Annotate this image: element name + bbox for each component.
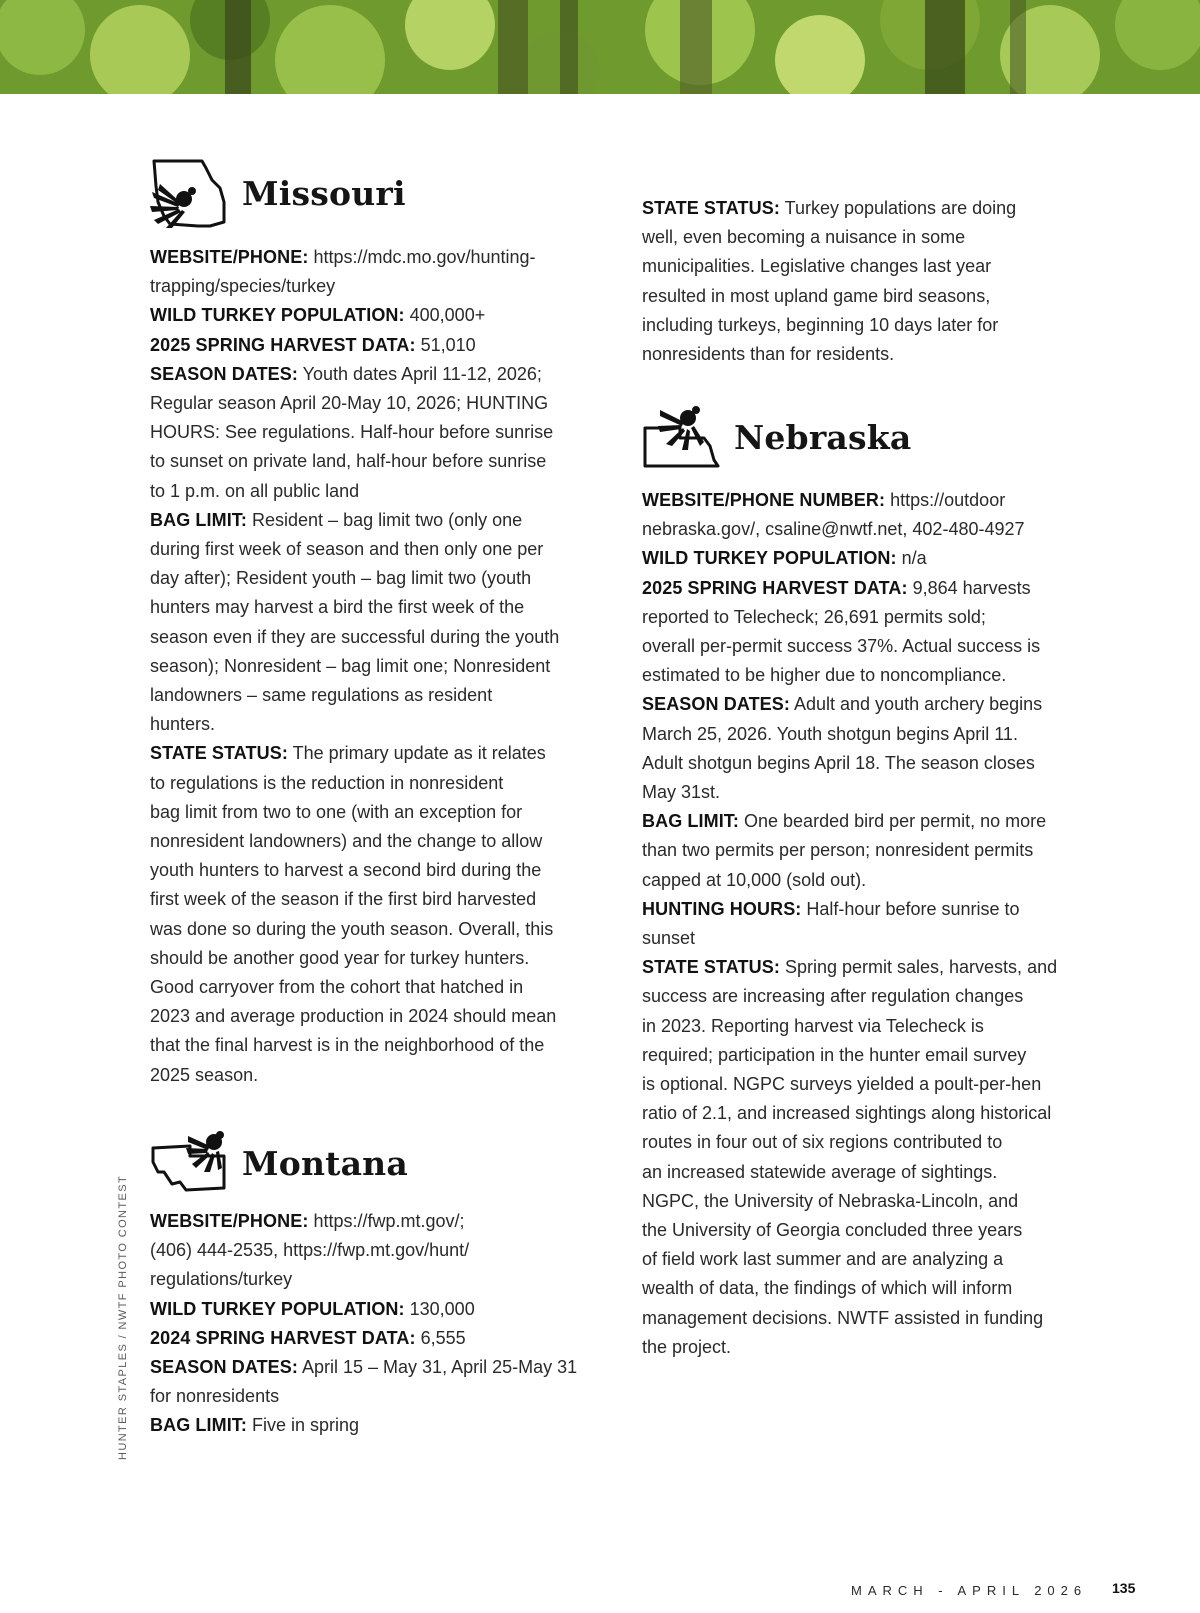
montana-status-line-1 bbox=[642, 194, 1097, 223]
nebraska-status-line-6: ratio of 2.1, and increased sightings along historical bbox=[642, 1103, 1052, 1124]
montana-status-line-2: well, even becoming a nuisance in some bbox=[642, 227, 966, 248]
nebraska-season-line-2: March 25, 2026. Youth shotgun begins April 11. bbox=[642, 723, 1018, 744]
nebraska-website-line-2: nebraska.gov/, csaline@nwtf.net, 402-480-4927 bbox=[642, 519, 1025, 540]
nebraska-harvest-line-3: overall per-permit success 37%. Actual success is bbox=[642, 636, 1041, 657]
montana-website-line-1 bbox=[150, 1207, 600, 1236]
nebraska-status-line-9: NGPC, the University of Nebraska-Lincoln, and bbox=[642, 1190, 1019, 1211]
missouri-season-line-5: to 1 p.m. on all public land bbox=[150, 480, 360, 501]
nebraska-hours-line-1 bbox=[642, 895, 1097, 924]
bag-label: BAG LIMIT: bbox=[150, 1415, 247, 1436]
nebraska-website-line-1 bbox=[642, 486, 1097, 515]
population-label: WILD TURKEY POPULATION: bbox=[642, 548, 897, 569]
status-label: STATE STATUS: bbox=[642, 198, 780, 218]
bag-label: BAG LIMIT: bbox=[642, 811, 739, 832]
harvest-value: 9,864 harvests bbox=[912, 577, 1031, 598]
missouri-status-line-12: 2025 season. bbox=[150, 1064, 259, 1085]
montana-title: Montana bbox=[242, 1143, 408, 1183]
nebraska-status-line-5: is optional. NGPC surveys yielded a poult-per-hen bbox=[642, 1074, 1042, 1095]
missouri-season-line-3: HOURS: See regulations. Half-hour before sunrise bbox=[150, 422, 554, 443]
nebraska-details bbox=[642, 486, 1097, 1362]
montana-status-line-5: including turkeys, beginning 10 days later for bbox=[642, 314, 999, 335]
bag-text: Five in spring bbox=[252, 1415, 360, 1436]
nebraska-website-link[interactable]: https://outdoor bbox=[890, 490, 1006, 510]
nebraska-status-line-3: in 2023. Reporting harvest via Telecheck is bbox=[642, 1015, 984, 1036]
hours-text: Half-hour before sunrise to bbox=[806, 898, 1020, 919]
population-label: WILD TURKEY POPULATION: bbox=[150, 305, 405, 326]
montana-website-link[interactable]: https://fwp.mt.gov/; bbox=[313, 1211, 465, 1231]
missouri-bag-line-3: day after); Resident youth – bag limit two (youth bbox=[150, 568, 532, 589]
montana-outline-turkey-icon bbox=[150, 1128, 228, 1198]
missouri-bag-line-5: season even if they are successful during the youth bbox=[150, 626, 560, 647]
missouri-bag-line-7: landowners – same regulations as resident bbox=[150, 685, 493, 706]
nebraska-title: Nebraska bbox=[734, 417, 912, 457]
montana-season-line-2: for nonresidents bbox=[150, 1386, 280, 1407]
nebraska-status-line-11: of field work last summer and are analyzing a bbox=[642, 1249, 1004, 1270]
nebraska-season-line-3: Adult shotgun begins April 18. The season closes bbox=[642, 752, 1035, 773]
nebraska-status-line-4: required; participation in the hunter email survey bbox=[642, 1044, 1027, 1065]
issue-date: MARCH - APRIL 2026 bbox=[851, 1583, 1088, 1598]
nebraska-status-line-14: the project. bbox=[642, 1336, 732, 1357]
missouri-bag-line-8: hunters. bbox=[150, 714, 216, 735]
website-label: WEBSITE/PHONE: bbox=[150, 247, 309, 267]
website-label: WEBSITE/PHONE NUMBER: bbox=[642, 490, 886, 510]
missouri-status-line-1 bbox=[150, 739, 600, 768]
nebraska-harvest-line-4: estimated to be higher due to noncompliance. bbox=[642, 665, 1007, 686]
missouri-status-line-2: to regulations is the reduction in nonresident bbox=[150, 772, 504, 793]
photo-credit: HUNTER STAPLES / NWTF PHOTO CONTEST bbox=[117, 1174, 129, 1460]
bag-text: Resident – bag limit two (only one bbox=[252, 509, 523, 530]
nebraska-status-line-7: routes in four out of six regions contributed to bbox=[642, 1132, 1003, 1153]
missouri-heading bbox=[150, 158, 406, 228]
nebraska-season-line-4: May 31st. bbox=[642, 782, 721, 803]
nebraska-status-line-8: an increased statewide average of sightings. bbox=[642, 1161, 998, 1182]
missouri-bag-line-4: hunters may harvest a bird the first week of the bbox=[150, 597, 525, 618]
missouri-status-line-9: Good carryover from the cohort that hatched in bbox=[150, 977, 524, 998]
nebraska-status-line-10: the University of Georgia concluded three years bbox=[642, 1220, 1023, 1241]
montana-status-continued bbox=[642, 194, 1097, 369]
montana-population bbox=[150, 1295, 600, 1324]
missouri-harvest bbox=[150, 331, 600, 360]
harvest-label: 2025 SPRING HARVEST DATA: bbox=[642, 577, 908, 598]
montana-details bbox=[150, 1207, 600, 1441]
nebraska-harvest-line-2: reported to Telecheck; 26,691 permits sold; bbox=[642, 606, 986, 627]
montana-website-line-2: (406) 444-2535, https://fwp.mt.gov/hunt/ bbox=[150, 1240, 470, 1261]
missouri-population bbox=[150, 301, 600, 330]
nebraska-status-line-13: management decisions. NWTF assisted in funding bbox=[642, 1307, 1044, 1328]
missouri-status-line-11: that the final harvest is in the neighborhood of the bbox=[150, 1035, 545, 1056]
status-text: Spring permit sales, harvests, and bbox=[784, 957, 1058, 978]
missouri-status-line-6: first week of the season if the first bird harvested bbox=[150, 889, 537, 910]
missouri-outline-turkey-icon bbox=[150, 158, 228, 228]
status-text: Turkey populations are doing bbox=[784, 198, 1017, 218]
page-number: 135 bbox=[1112, 1580, 1136, 1596]
nebraska-population bbox=[642, 544, 1097, 573]
missouri-bag-line-1 bbox=[150, 506, 600, 535]
nebraska-season-line-1 bbox=[642, 690, 1097, 719]
missouri-website-line-1 bbox=[150, 243, 600, 272]
nebraska-status-line-1 bbox=[642, 953, 1097, 982]
montana-heading bbox=[150, 1128, 408, 1198]
nebraska-hours-line-2: sunset bbox=[642, 928, 696, 949]
population-value: 130,000 bbox=[409, 1298, 475, 1319]
missouri-website-link[interactable]: https://mdc.mo.gov/hunting- bbox=[313, 247, 536, 267]
status-label: STATE STATUS: bbox=[642, 957, 780, 978]
missouri-status-line-10: 2023 and average production in 2024 should mean bbox=[150, 1006, 557, 1027]
bag-text: One bearded bird per permit, no more bbox=[744, 811, 1047, 832]
harvest-label: 2025 SPRING HARVEST DATA: bbox=[150, 334, 416, 355]
montana-status-line-4: resulted in most upland game bird seasons, bbox=[642, 285, 991, 306]
population-value: n/a bbox=[901, 548, 927, 569]
montana-season-line-1 bbox=[150, 1353, 600, 1382]
montana-harvest bbox=[150, 1324, 600, 1353]
forest-banner-image bbox=[0, 0, 1200, 94]
harvest-label: 2024 SPRING HARVEST DATA: bbox=[150, 1327, 416, 1348]
forest-canopy-photo bbox=[0, 0, 1200, 94]
missouri-season-line-4: to sunset on private land, half-hour before sunrise bbox=[150, 451, 547, 472]
population-label: WILD TURKEY POPULATION: bbox=[150, 1298, 405, 1319]
status-label: STATE STATUS: bbox=[150, 743, 288, 764]
missouri-status-line-4: nonresident landowners) and the change to allow bbox=[150, 831, 543, 852]
season-text: Youth dates April 11-12, 2026; bbox=[302, 363, 542, 384]
montana-status-line-3: municipalities. Legislative changes last year bbox=[642, 256, 992, 277]
nebraska-status-line-2: success are increasing after regulation changes bbox=[642, 986, 1024, 1007]
harvest-value: 6,555 bbox=[420, 1327, 466, 1348]
missouri-bag-line-2: during first week of season and then only one per bbox=[150, 539, 544, 560]
nebraska-outline-turkey-icon bbox=[642, 402, 720, 472]
season-text: April 15 – May 31, April 25-May 31 bbox=[302, 1357, 578, 1378]
season-label: SEASON DATES: bbox=[150, 1357, 298, 1378]
missouri-season-line-2: Regular season April 20-May 10, 2026; HUNTING bbox=[150, 393, 549, 414]
season-text: Adult and youth archery begins bbox=[794, 694, 1043, 715]
nebraska-harvest-line-1 bbox=[642, 574, 1097, 603]
missouri-status-line-3: bag limit from two to one (with an exception for bbox=[150, 801, 523, 822]
montana-status-line-6: nonresidents than for residents. bbox=[642, 344, 895, 365]
missouri-website-line-2: trapping/species/turkey bbox=[150, 276, 336, 297]
website-label: WEBSITE/PHONE: bbox=[150, 1211, 309, 1231]
bag-label: BAG LIMIT: bbox=[150, 509, 247, 530]
missouri-status-line-5: youth hunters to harvest a second bird during the bbox=[150, 860, 542, 881]
nebraska-status-line-12: wealth of data, the findings of which will inform bbox=[642, 1278, 1013, 1299]
missouri-status-line-8: should be another good year for turkey hunters. bbox=[150, 947, 530, 968]
missouri-details bbox=[150, 243, 600, 1090]
season-label: SEASON DATES: bbox=[642, 694, 790, 715]
season-label: SEASON DATES: bbox=[150, 363, 298, 384]
nebraska-bag-line-3: capped at 10,000 (sold out). bbox=[642, 869, 867, 890]
montana-bag bbox=[150, 1411, 600, 1440]
missouri-season-line-1 bbox=[150, 360, 600, 389]
hours-label: HUNTING HOURS: bbox=[642, 898, 802, 919]
nebraska-heading bbox=[642, 402, 911, 472]
harvest-value: 51,010 bbox=[420, 334, 476, 355]
missouri-status-line-7: was done so during the youth season. Overall, this bbox=[150, 918, 554, 939]
nebraska-bag-line-1 bbox=[642, 807, 1097, 836]
population-value: 400,000+ bbox=[409, 305, 486, 326]
montana-website-line-3: regulations/turkey bbox=[150, 1269, 293, 1290]
missouri-title: Missouri bbox=[242, 173, 406, 213]
nebraska-bag-line-2: than two permits per person; nonresident permits bbox=[642, 840, 1034, 861]
missouri-bag-line-6: season); Nonresident – bag limit one; Nonresident bbox=[150, 655, 551, 676]
status-text: The primary update as it relates bbox=[292, 743, 546, 764]
